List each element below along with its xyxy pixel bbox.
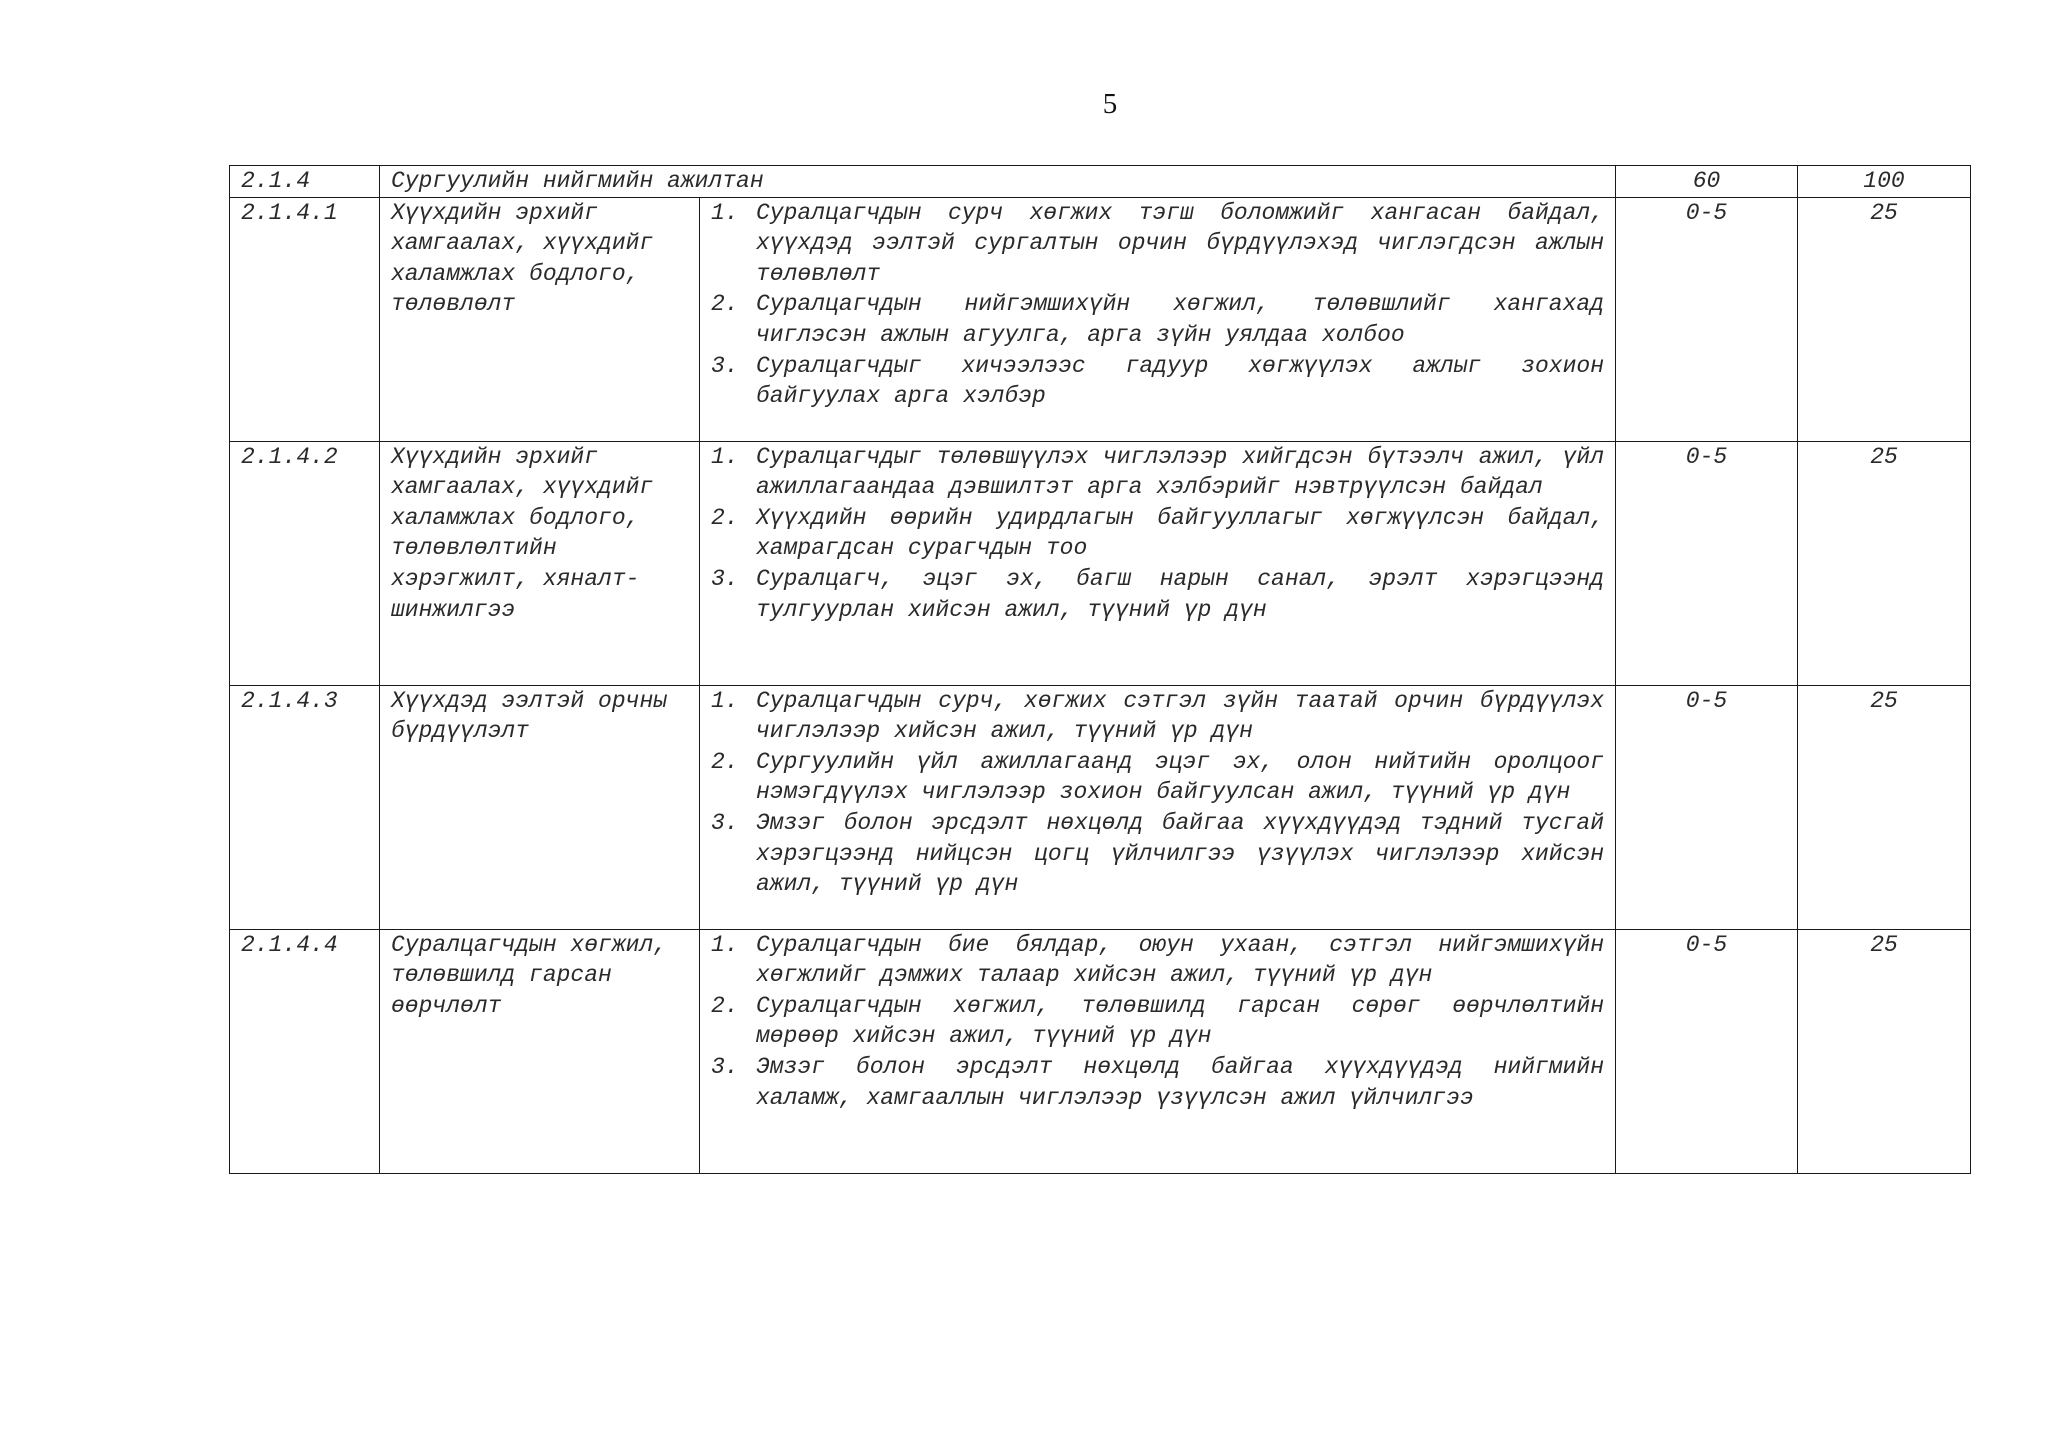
criterion-items <box>700 441 1616 685</box>
criterion-score-range: 0-5 <box>1616 441 1798 685</box>
item-text: Суралцагчдыг хичээлээс гадуур хөгжүүлэх ажлыг зохион байгуулах арга хэлбэр <box>756 352 1605 410</box>
section-score: 60 <box>1616 166 1798 198</box>
table-row <box>230 929 1971 1173</box>
table-row <box>230 197 1971 441</box>
criterion-score-range: 0-5 <box>1616 197 1798 441</box>
item-number: 3. <box>711 565 739 592</box>
table-row <box>230 685 1971 929</box>
item-text: Сургуулийн үйл ажиллагаанд эцэг эх, олон нийтийн оролцоог нэмэгдүүлэх чиглэлээр зохион байгуулсан ажил, түүний үр дүн <box>756 748 1605 806</box>
item-text: Суралцагчдын хөгжил, төлөвшилд гарсан сөрөг өөрчлөлтийн мөрөөр хийсэн ажил, түүний үр дүн <box>756 992 1605 1050</box>
criterion-score-range: 0-5 <box>1616 929 1798 1173</box>
item-text: Суралцагч, эцэг эх, багш нарын санал, эрэлт хэрэгцээнд тулгуурлан хийсэн ажил, түүний үр дүн <box>756 565 1605 623</box>
item-text: Суралцагчдын сурч, хөгжих сэтгэл зүйн таатай орчин бүрдүүлэх чиглэлээр хийсэн ажил, түүний үр дүн <box>756 687 1605 745</box>
list-item <box>711 991 1604 1052</box>
criterion-code: 2.1.4.4 <box>230 929 380 1173</box>
criterion-max-score: 25 <box>1798 929 1971 1173</box>
criterion-code: 2.1.4.1 <box>230 197 380 441</box>
section-header-row <box>230 166 1971 198</box>
list-item <box>711 503 1604 564</box>
evaluation-table <box>229 165 1971 1174</box>
list-item <box>711 289 1604 350</box>
item-number: 1. <box>711 443 739 470</box>
list-item <box>711 930 1604 991</box>
criterion-items <box>700 929 1616 1173</box>
item-number: 2. <box>711 748 739 775</box>
item-text: Суралцагчдын бие бялдар, оюун ухаан, сэтгэл нийгэмшихүйн хөгжлийг дэмжих талаар хийсэн ажил, түүний үр дүн <box>756 931 1605 989</box>
criterion-topic: Суралцагчдын хөгжил, төлөвшилд гарсан өөрчлөлт <box>380 929 700 1173</box>
list-item <box>711 808 1604 900</box>
list-item <box>711 1052 1604 1113</box>
item-number: 2. <box>711 992 739 1019</box>
item-text: Хүүхдийн өөрийн удирдлагын байгууллагыг хөгжүүлсэн байдал, хамрагдсан сурагчдын тоо <box>756 504 1605 562</box>
item-text: Суралцагчдыг төлөвшүүлэх чиглэлээр хийгдсэн бүтээлч ажил, үйл ажиллагаандаа дэвшилтэт арга хэлбэрийг нэвтрүүлсэн байдал <box>756 443 1605 501</box>
list-item <box>711 747 1604 808</box>
list-item <box>711 198 1604 290</box>
criterion-code: 2.1.4.3 <box>230 685 380 929</box>
item-number: 1. <box>711 199 739 226</box>
criterion-topic: Хүүхдэд ээлтэй орчны бүрдүүлэлт <box>380 685 700 929</box>
item-text: Суралцагчдын нийгэмшихүйн хөгжил, төлөвшлийг хангахад чиглэсэн ажлын агуулга, арга зүйн уялдаа холбоо <box>756 291 1605 348</box>
criterion-code: 2.1.4.2 <box>230 441 380 685</box>
item-number: 2. <box>711 291 739 318</box>
item-text: Эмзэг болон эрсдэлт нөхцөлд байгаа хүүхдүүдэд тэдний тусгай хэрэгцээнд нийцсэн цогц үйлчилгээ үзүүлэх чиглэлээр хийсэн ажил, түүний үр дүн <box>756 809 1605 898</box>
section-title: Сургуулийн нийгмийн ажилтан <box>380 166 1616 198</box>
item-text: Эмзэг болон эрсдэлт нөхцөлд байгаа хүүхдүүдэд нийгмийн халамж, хамгааллын чиглэлээр үзүүлсэн ажил үйлчилгээ <box>756 1053 1605 1111</box>
criterion-score-range: 0-5 <box>1616 685 1798 929</box>
item-number: 1. <box>711 931 739 958</box>
criterion-max-score: 25 <box>1798 197 1971 441</box>
list-item <box>711 686 1604 747</box>
criterion-items <box>700 197 1616 441</box>
item-number: 3. <box>711 1053 739 1080</box>
item-text: Суралцагчдын сурч хөгжих тэгш боломжийг хангасан байдал, хүүхдэд ээлтэй сургалтын орчин бүрдүүлэхэд чиглэгдсэн ажлын төлөвлөлт <box>756 199 1605 287</box>
table-row <box>230 441 1971 685</box>
criterion-topic: Хүүхдийн эрхийг хамгаалах, хүүхдийг халамжлах бодлого, төлөвлөлтийн хэрэгжилт, хяналт-шинжилгээ <box>380 441 700 685</box>
section-code: 2.1.4 <box>230 166 380 198</box>
item-number: 2. <box>711 504 739 531</box>
section-max: 100 <box>1798 166 1971 198</box>
criterion-max-score: 25 <box>1798 685 1971 929</box>
item-number: 3. <box>711 352 739 379</box>
item-number: 1. <box>711 687 739 714</box>
criterion-topic: Хүүхдийн эрхийг хамгаалах, хүүхдийг халамжлах бодлого, төлөвлөлт <box>380 197 700 441</box>
criterion-items <box>700 685 1616 929</box>
item-number: 3. <box>711 809 739 836</box>
criterion-max-score: 25 <box>1798 441 1971 685</box>
page-number: 5 <box>1102 88 1118 120</box>
list-item <box>711 351 1604 412</box>
list-item <box>711 564 1604 625</box>
list-item <box>711 442 1604 503</box>
